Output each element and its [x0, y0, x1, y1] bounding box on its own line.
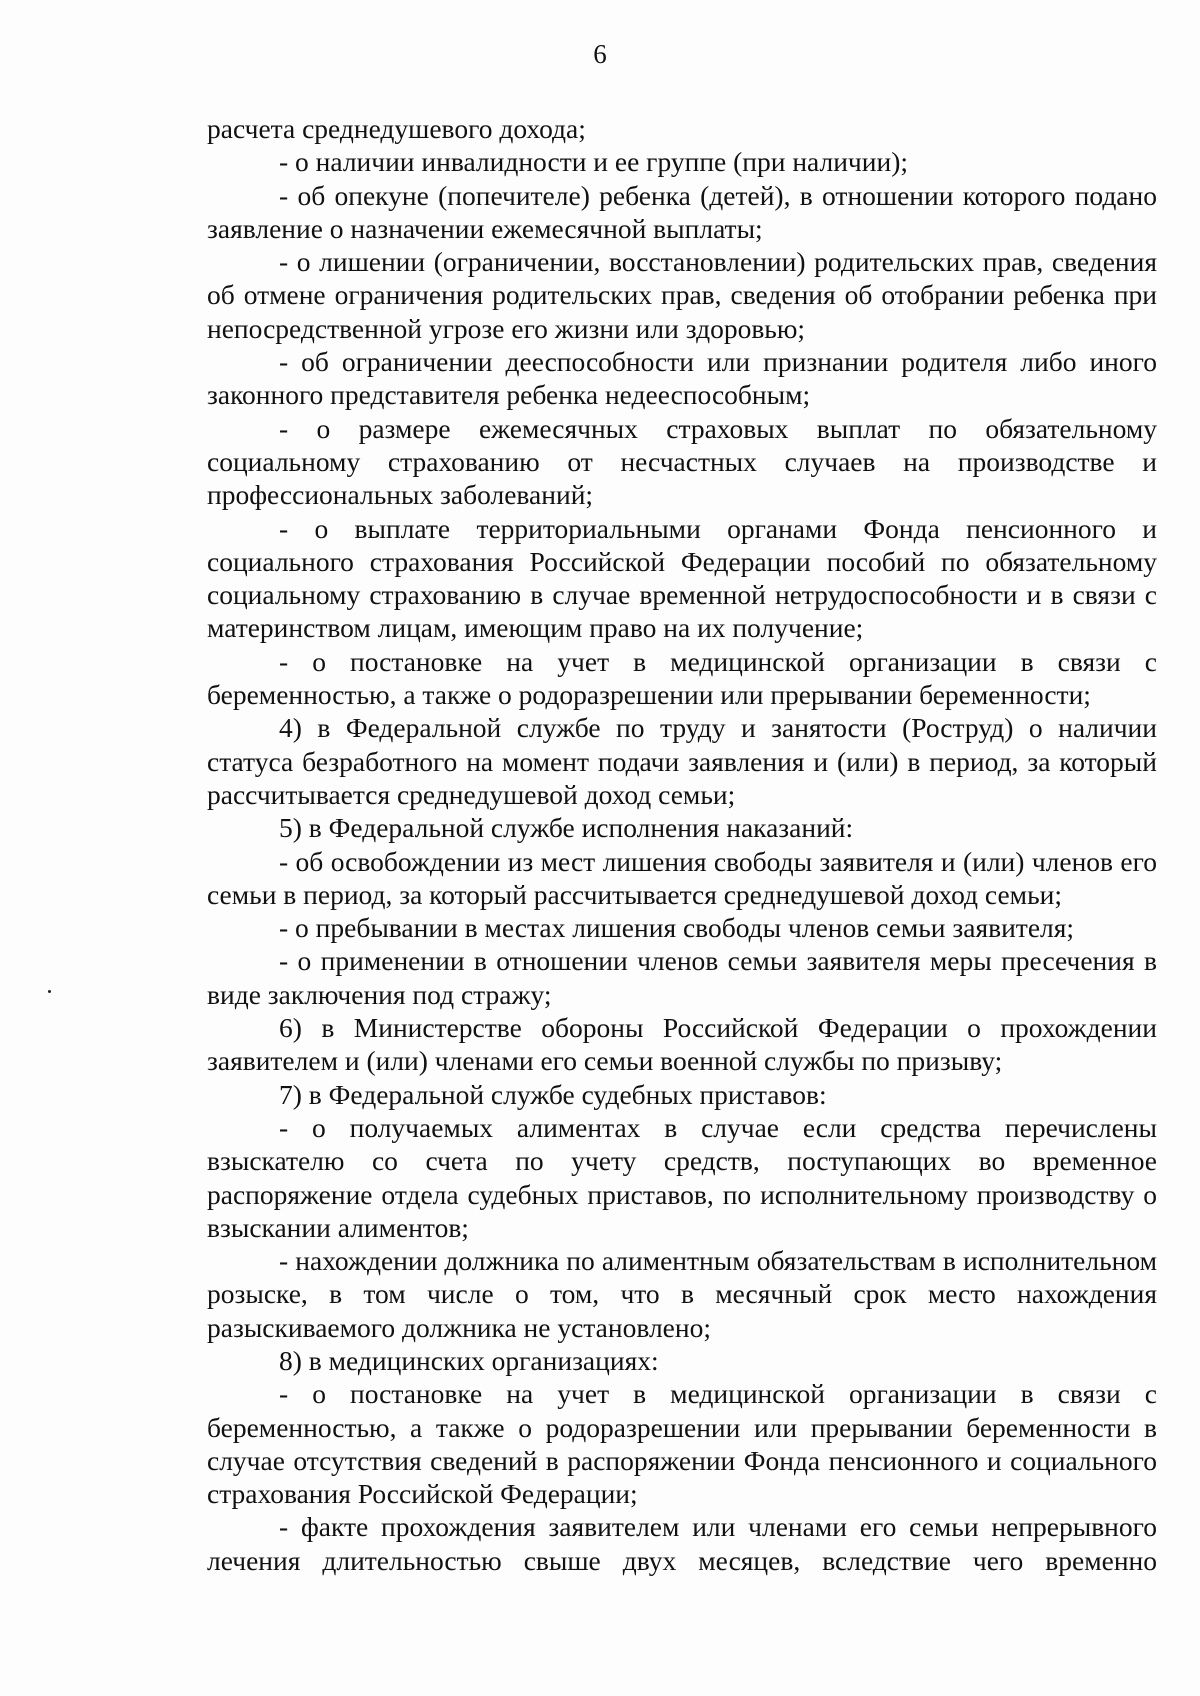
paragraph: 7) в Федеральной службе судебных приставов:	[279, 1078, 827, 1110]
paragraph: - о постановке на учет в медицинской организации в связи с беременностью, а также о родоразрешении или прерывании беременности в случае отсутствия сведений в распоряжении Фонда пенсионного и социального страхования Российской Федерации;	[207, 1378, 1157, 1510]
paragraph: - о постановке на учет в медицинской организации в связи с беременностью, а также о родоразрешении или прерывании беременности;	[207, 645, 1157, 711]
paragraph: - факте прохождения заявителем или членами его семьи непрерывного лечения длительностью свыше двух месяцев, вследствие чего временно	[207, 1511, 1157, 1576]
paragraph: - о выплате территориальными органами Фонда пенсионного и социального страхования Российской Федерации пособий по обязательному социальному страхованию в случае временной нетрудоспособности и в связи с материнством лицам, имеющим право на их получение;	[207, 512, 1157, 644]
paragraph: - о размере ежемесячных страховых выплат по обязательному социальному страхованию от несчастных случаев на производстве и профессиональных заболеваний;	[207, 412, 1157, 511]
paragraph: - о получаемых алиментах в случае если средства перечислены взыскателю со счета по учету средств, поступающих во временное распоряжение отдела судебных приставов, по исполнительному производству о взыскании алиментов;	[207, 1111, 1157, 1243]
paragraph: расчета среднедушевого дохода;	[207, 113, 586, 144]
paragraph: - об освобождении из мест лишения свободы заявителя и (или) членов его семьи в период, за который рассчитывается среднедушевой доход семьи;	[207, 845, 1157, 910]
scan-speck	[48, 990, 51, 993]
document-body	[207, 112, 1157, 1577]
paragraph: - о пребывании в местах лишения свободы членов семьи заявителя;	[279, 912, 1075, 944]
paragraph: - о наличии инвалидности и ее группе (при наличии);	[279, 146, 908, 178]
paragraph: 4) в Федеральной службе по труду и занятости (Роструд) о наличии статуса безработного на момент подачи заявления и (или) в период, за который рассчитывается среднедушевой доход семьи;	[207, 712, 1157, 810]
paragraph: - о лишении (ограничении, восстановлении) родительских прав, сведения об отмене ограничения родительских прав, сведения об отобрании ребенка при непосредственной угрозе его жизни или здоровью;	[207, 246, 1157, 344]
paragraph: 8) в медицинских организациях:	[279, 1344, 659, 1376]
paragraph: 6) в Министерстве обороны Российской Федерации о прохождении заявителем и (или) членами его семьи военной службы по призыву;	[207, 1012, 1157, 1077]
paragraph: - об ограничении дееспособности или признании родителя либо иного законного представителя ребенка недееспособным;	[207, 346, 1157, 411]
paragraph: 5) в Федеральной службе исполнения наказаний:	[279, 812, 854, 844]
page-number: 6	[593, 39, 607, 69]
paragraph: - о применении в отношении членов семьи заявителя меры пресечения в виде заключения под стражу;	[207, 945, 1157, 1010]
paragraph: - нахождении должника по алиментным обязательствам в исполнительном розыске, в том числе о том, что в месячный срок место нахождения разыскиваемого должника не установлено;	[207, 1245, 1157, 1343]
paragraph: - об опекуне (попечителе) ребенка (детей), в отношении которого подано заявление о назначении ежемесячной выплаты;	[207, 179, 1157, 244]
